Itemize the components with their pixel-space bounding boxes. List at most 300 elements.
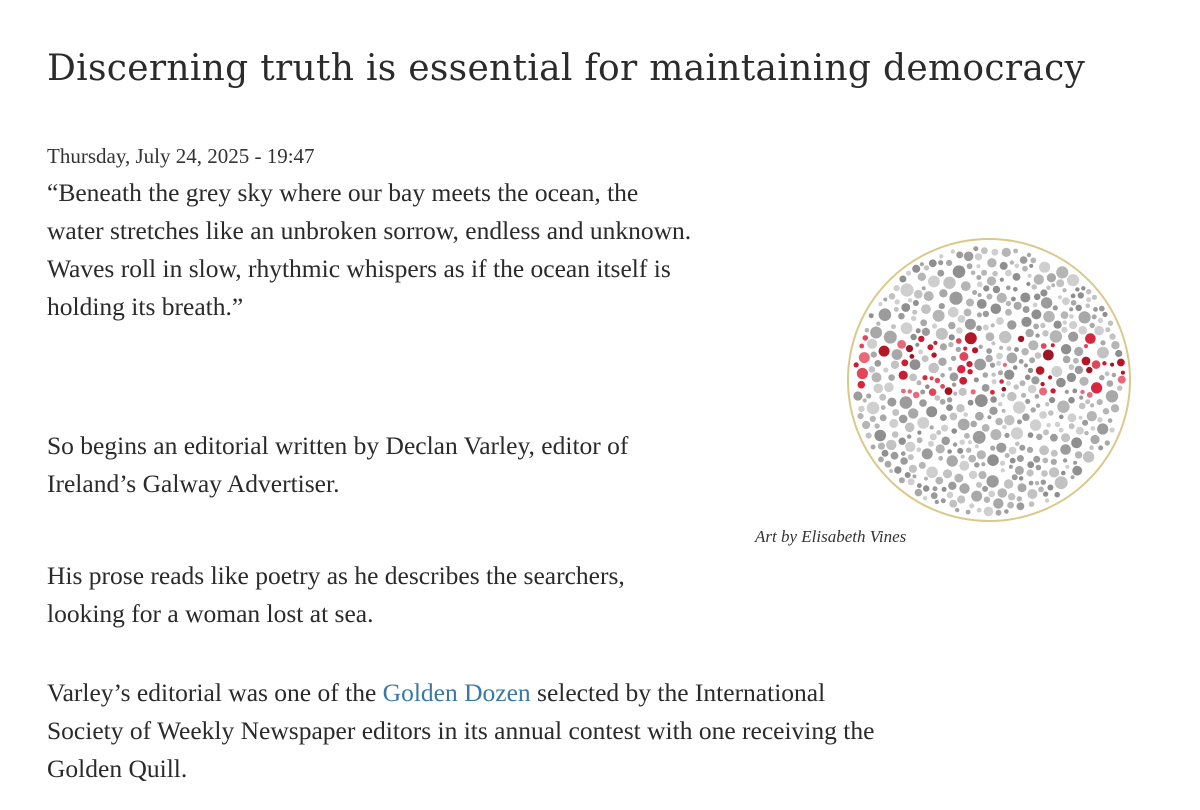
- gray-dot: [1061, 471, 1066, 476]
- gray-dot: [1034, 294, 1041, 301]
- gray-dot: [950, 413, 958, 421]
- gray-dot: [1092, 314, 1097, 319]
- gray-dot: [977, 508, 982, 513]
- gray-dot: [946, 260, 952, 266]
- gray-dot: [1073, 461, 1077, 465]
- gray-dot: [1086, 289, 1091, 294]
- gray-dot: [1099, 306, 1105, 312]
- gray-dot: [915, 343, 919, 347]
- gray-dot: [1021, 393, 1026, 398]
- gray-dot: [878, 302, 882, 306]
- gray-dot: [941, 498, 946, 503]
- gray-dot: [887, 398, 896, 407]
- gray-dot: [948, 322, 955, 329]
- gray-dot: [1060, 444, 1071, 455]
- gray-dot: [1010, 260, 1014, 264]
- gray-dot: [998, 402, 1003, 407]
- gray-dot: [1090, 403, 1094, 407]
- red-dot: [1048, 375, 1052, 379]
- gray-dot: [966, 299, 974, 307]
- gray-dot: [920, 390, 925, 395]
- gray-dot: [1000, 278, 1004, 282]
- gray-dot: [1014, 302, 1022, 310]
- gray-dot: [1029, 264, 1033, 268]
- gray-dot: [954, 474, 963, 483]
- gray-dot: [1028, 368, 1033, 373]
- gray-dot: [1065, 390, 1069, 394]
- gray-dot: [1041, 480, 1046, 485]
- gray-dot: [969, 503, 974, 508]
- red-dot: [1041, 343, 1047, 349]
- gray-dot: [1033, 324, 1039, 330]
- gray-dot: [976, 264, 980, 268]
- red-dot: [945, 387, 953, 395]
- red-dot: [940, 384, 945, 389]
- gray-dot: [1065, 465, 1069, 469]
- red-dot: [859, 344, 864, 349]
- gray-dot: [1072, 466, 1082, 476]
- gray-dot: [869, 366, 876, 373]
- gray-dot: [993, 286, 1000, 293]
- gray-dot: [891, 324, 896, 329]
- gray-dot: [990, 396, 997, 403]
- gray-dot: [971, 491, 982, 502]
- gray-dot: [1069, 423, 1075, 429]
- gray-dot: [1117, 386, 1122, 391]
- gray-dot: [923, 485, 929, 491]
- article-paragraph: So begins an editorial written by Declan Varley, editor of Ireland’s Galway Advertiser.: [47, 431, 629, 498]
- gray-dot: [973, 246, 978, 251]
- gray-dot: [956, 251, 963, 258]
- red-dot: [999, 379, 1004, 384]
- red-dot: [1036, 366, 1045, 375]
- gray-dot: [990, 446, 995, 451]
- red-dot: [1051, 343, 1055, 347]
- red-dot: [1050, 388, 1055, 393]
- gray-dot: [871, 445, 876, 450]
- gray-dot: [1025, 329, 1033, 337]
- gray-dot: [892, 349, 903, 360]
- gray-dot: [1029, 357, 1035, 363]
- gray-dot: [1027, 489, 1037, 499]
- gray-dot: [879, 394, 886, 401]
- gray-dot: [1047, 485, 1053, 491]
- image-caption: Art by Elisabeth Vines: [755, 527, 907, 546]
- gray-dot: [1006, 381, 1011, 386]
- gray-dot: [1002, 248, 1011, 257]
- gray-dot: [872, 372, 882, 382]
- gray-dot: [1017, 419, 1022, 424]
- gray-dot: [1022, 266, 1028, 272]
- gray-dot: [892, 409, 899, 416]
- gray-dot: [1097, 423, 1108, 434]
- gray-dot: [992, 379, 997, 384]
- gray-dot: [912, 310, 917, 315]
- gray-dot: [987, 276, 996, 285]
- gray-dot: [1061, 327, 1067, 333]
- article-paragraph: [47, 674, 907, 788]
- gray-dot: [858, 406, 864, 412]
- gray-dot: [957, 495, 965, 503]
- gray-dot: [899, 276, 906, 283]
- red-dot: [959, 377, 967, 385]
- gray-dot: [960, 440, 965, 445]
- gray-dot: [991, 304, 1002, 315]
- gray-dot: [922, 328, 930, 336]
- red-dot: [899, 371, 908, 380]
- gray-dot: [1009, 465, 1013, 469]
- gray-dot: [909, 465, 917, 473]
- gray-dot: [918, 273, 926, 281]
- gray-dot: [928, 441, 934, 447]
- gray-dot: [894, 285, 900, 291]
- gray-dot: [1011, 427, 1023, 439]
- red-dot: [857, 368, 868, 379]
- gray-dot: [1105, 440, 1110, 445]
- gray-dot: [981, 270, 987, 276]
- gray-dot: [911, 316, 916, 321]
- golden-dozen-link[interactable]: Golden Dozen: [382, 678, 531, 707]
- gray-dot: [898, 313, 905, 320]
- gray-dot: [975, 412, 984, 421]
- gray-dot: [982, 486, 988, 492]
- gray-dot: [1029, 481, 1034, 486]
- red-dot: [1118, 376, 1126, 384]
- red-dot: [935, 378, 940, 383]
- gray-dot: [1046, 286, 1051, 291]
- gray-dot: [1025, 399, 1030, 404]
- gray-dot: [1112, 373, 1117, 378]
- gray-dot: [948, 307, 959, 318]
- gray-dot: [938, 260, 943, 265]
- gray-dot: [1007, 353, 1018, 364]
- gray-dot: [905, 442, 915, 452]
- gray-dot: [952, 383, 956, 387]
- gray-dot: [1000, 461, 1005, 466]
- gray-dot: [910, 334, 916, 340]
- gray-dot: [1082, 420, 1088, 426]
- gray-dot: [957, 448, 963, 454]
- gray-dot: [913, 474, 917, 478]
- gray-dot: [1039, 445, 1049, 455]
- gray-dot: [949, 334, 955, 340]
- gray-dot: [946, 404, 953, 411]
- gray-dot: [1014, 263, 1019, 268]
- gray-dot: [999, 331, 1011, 343]
- gray-dot: [961, 455, 965, 459]
- red-dot: [990, 390, 995, 395]
- gray-dot: [866, 393, 871, 398]
- gray-dot: [908, 478, 915, 485]
- gray-dot: [1050, 434, 1058, 442]
- red-dot: [967, 369, 972, 374]
- gray-dot: [935, 500, 939, 504]
- gray-dot: [1067, 373, 1076, 382]
- gray-dot: [963, 412, 968, 417]
- gray-dot: [1011, 297, 1016, 302]
- gray-dot: [906, 271, 911, 276]
- red-dot: [908, 389, 912, 393]
- gray-dot: [1076, 427, 1084, 435]
- gray-dot: [974, 377, 979, 382]
- gray-dot: [892, 431, 899, 438]
- paragraph-text: Varley’s editorial was one of the: [47, 678, 383, 707]
- gray-dot: [1045, 402, 1049, 406]
- gray-dot: [917, 437, 923, 443]
- gray-dot: [1079, 416, 1083, 420]
- gray-dot: [1013, 365, 1018, 370]
- gray-dot: [966, 448, 971, 453]
- gray-dot: [1069, 364, 1075, 370]
- gray-dot: [916, 328, 921, 333]
- gray-dot: [1020, 256, 1028, 264]
- gray-dot: [943, 277, 955, 289]
- gray-dot: [922, 448, 933, 459]
- gray-dot: [1063, 458, 1067, 462]
- gray-dot: [1040, 289, 1047, 296]
- gray-dot: [919, 399, 927, 407]
- gray-dot: [918, 350, 923, 355]
- gray-dot: [1027, 253, 1031, 257]
- gray-dot: [983, 325, 989, 331]
- gray-dot: [1063, 356, 1071, 364]
- red-dot: [863, 335, 869, 341]
- gray-dot: [874, 360, 881, 367]
- gray-dot: [1051, 283, 1055, 287]
- gray-dot: [955, 508, 959, 512]
- gray-dot: [1083, 451, 1094, 462]
- gray-dot: [891, 361, 899, 369]
- gray-dot: [940, 373, 945, 378]
- gray-dot: [923, 496, 927, 500]
- gray-dot: [1097, 417, 1102, 422]
- gray-dot: [983, 285, 989, 291]
- gray-dot: [1062, 297, 1070, 305]
- gray-dot: [1038, 487, 1044, 493]
- gray-dot: [968, 440, 972, 444]
- gray-dot: [991, 373, 995, 377]
- gray-dot: [1005, 453, 1010, 458]
- truth-dot-illustration: [845, 236, 1133, 524]
- red-dot: [966, 361, 972, 367]
- gray-dot: [917, 380, 922, 385]
- red-dot: [1084, 344, 1088, 348]
- red-dot: [1002, 387, 1007, 392]
- gray-dot: [1108, 321, 1113, 326]
- gray-dot: [976, 275, 981, 280]
- gray-dot: [1002, 425, 1007, 430]
- red-dot: [929, 388, 937, 396]
- gray-dot: [1031, 284, 1037, 290]
- gray-dot: [886, 440, 896, 450]
- gray-dot: [1007, 346, 1012, 351]
- gray-dot: [950, 372, 959, 381]
- gray-dot: [985, 355, 992, 362]
- gray-dot: [1007, 502, 1014, 509]
- gray-dot: [1055, 476, 1068, 489]
- gray-dot: [1059, 415, 1064, 420]
- gray-dot: [940, 399, 946, 405]
- red-dot: [1086, 367, 1092, 373]
- gray-dot: [1097, 347, 1109, 359]
- gray-dot: [993, 498, 1003, 508]
- gray-dot: [969, 471, 977, 479]
- gray-dot: [1028, 274, 1032, 278]
- gray-dot: [1047, 273, 1056, 282]
- gray-dot: [949, 292, 962, 305]
- gray-dot: [870, 327, 882, 339]
- gray-dot: [1105, 327, 1110, 332]
- gray-dot: [940, 343, 947, 350]
- gray-dot: [949, 500, 957, 508]
- gray-dot: [1000, 262, 1008, 270]
- gray-dot: [1059, 428, 1064, 433]
- gray-dot: [1007, 392, 1016, 401]
- gray-dot: [931, 492, 938, 499]
- gray-dot: [989, 407, 997, 415]
- gray-dot: [1004, 479, 1013, 488]
- gray-dot: [964, 252, 974, 262]
- gray-dot: [884, 383, 894, 393]
- gray-dot: [984, 507, 993, 516]
- red-dot: [854, 362, 859, 367]
- gray-dot: [924, 477, 928, 481]
- red-dot: [1082, 357, 1091, 366]
- gray-dot: [1056, 279, 1064, 287]
- gray-dot: [1020, 380, 1026, 386]
- gray-dot: [914, 290, 923, 299]
- gray-dot: [910, 359, 921, 370]
- red-dot: [1102, 361, 1106, 365]
- gray-dot: [1015, 466, 1024, 475]
- gray-dot: [981, 247, 988, 254]
- red-dot: [957, 365, 965, 373]
- gray-dot: [853, 391, 862, 400]
- gray-dot: [933, 310, 945, 322]
- article-paragraph: His prose reads like poetry as he describes the searchers, looking for a woman lost at sea.: [47, 561, 625, 628]
- gray-dot: [1094, 326, 1104, 336]
- gray-dot: [917, 417, 929, 429]
- red-dot: [959, 352, 968, 361]
- gray-dot: [889, 469, 893, 473]
- gray-dot: [943, 469, 952, 478]
- gray-dot: [867, 402, 880, 415]
- gray-dot: [942, 487, 947, 492]
- gray-dot: [939, 254, 943, 258]
- gray-dot: [900, 283, 913, 296]
- gray-dot: [996, 443, 1006, 453]
- gray-dot: [917, 431, 921, 435]
- gray-dot: [966, 510, 971, 515]
- gray-dot: [876, 322, 880, 326]
- gray-dot: [1043, 429, 1049, 435]
- gray-dot: [1019, 359, 1024, 364]
- gray-dot: [1078, 326, 1087, 335]
- gray-dot: [1071, 294, 1076, 299]
- gray-dot: [915, 489, 923, 497]
- gray-dot: [883, 298, 887, 302]
- gray-dot: [958, 419, 970, 431]
- gray-dot: [978, 471, 986, 479]
- red-dot: [879, 346, 890, 357]
- gray-dot: [972, 290, 977, 295]
- gray-dot: [912, 265, 920, 273]
- gray-dot: [948, 342, 953, 347]
- gray-dot: [920, 262, 924, 266]
- gray-dot: [888, 374, 895, 381]
- gray-dot: [1079, 377, 1088, 386]
- gray-dot: [986, 294, 992, 300]
- gray-dot: [1108, 418, 1113, 423]
- gray-dot: [956, 404, 964, 412]
- gray-dot: [1017, 496, 1022, 501]
- red-dot: [913, 392, 920, 399]
- gray-dot: [1028, 432, 1034, 438]
- gray-dot: [1031, 309, 1041, 319]
- gray-dot: [992, 271, 998, 277]
- gray-dot: [924, 291, 934, 301]
- gray-dot: [1019, 445, 1025, 451]
- gray-dot: [1063, 320, 1067, 324]
- gray-dot: [1008, 493, 1015, 500]
- gray-dot: [940, 414, 947, 421]
- gray-dot: [1092, 295, 1097, 300]
- gray-dot: [1086, 297, 1091, 302]
- gray-dot: [939, 289, 947, 297]
- gray-dot: [1078, 292, 1084, 298]
- gray-dot: [1034, 274, 1044, 284]
- gray-dot: [1071, 300, 1077, 306]
- gray-dot: [1017, 502, 1025, 510]
- gray-dot: [1050, 330, 1062, 342]
- gray-dot: [996, 510, 1002, 516]
- gray-dot: [1089, 445, 1094, 450]
- gray-dot: [1079, 403, 1086, 410]
- gray-dot: [1085, 399, 1090, 404]
- gray-dot: [867, 339, 877, 349]
- gray-dot: [884, 331, 897, 344]
- gray-dot: [1056, 378, 1066, 388]
- gray-dot: [926, 406, 937, 417]
- red-dot: [922, 375, 927, 380]
- gray-dot: [933, 486, 938, 491]
- gray-dot: [1097, 399, 1103, 405]
- gray-dot: [901, 322, 913, 334]
- gray-dot: [995, 418, 1003, 426]
- gray-dot: [880, 414, 887, 421]
- red-dot: [910, 354, 915, 359]
- gray-dot: [1035, 352, 1042, 359]
- gray-dot: [974, 359, 986, 371]
- gray-dot: [986, 332, 995, 341]
- gray-dot: [953, 442, 957, 446]
- gray-dot: [1109, 333, 1115, 339]
- gray-dot: [1028, 340, 1038, 350]
- gray-dot: [1022, 413, 1030, 421]
- gray-dot: [1107, 380, 1114, 387]
- gray-dot: [919, 462, 926, 469]
- gray-dot: [929, 259, 937, 267]
- gray-dot: [894, 307, 899, 312]
- gray-dot: [1005, 270, 1012, 277]
- red-dot: [906, 345, 913, 352]
- gray-dot: [1023, 306, 1030, 313]
- red-dot: [972, 347, 978, 353]
- gray-dot: [1027, 469, 1034, 476]
- gray-dot: [1055, 422, 1060, 427]
- gray-dot: [998, 370, 1003, 375]
- gray-dot: [1013, 273, 1021, 281]
